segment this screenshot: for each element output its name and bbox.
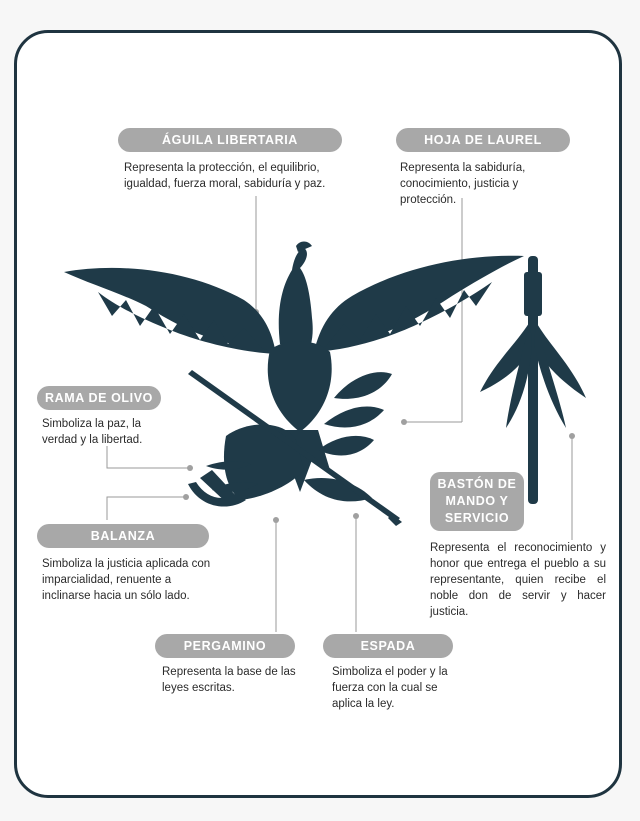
desc-pergamino: Representa la base de las leyes escritas. (162, 666, 296, 694)
label-espada: ESPADA (323, 634, 453, 658)
desc-balanza: Simboliza la justicia aplicada con imparcialidad, renuente a inclinarse hacia un sólo lado. (42, 558, 211, 602)
label-rama-de-olivo: RAMA DE OLIVO (37, 386, 161, 410)
desc-baston-de-mando: Representa el reconocimiento y honor que entrega el pueblo a su representante, quien recibe el noble don de servir y hacer justicia. (430, 542, 606, 618)
baton-icon (480, 256, 586, 504)
label-hoja-de-laurel: HOJA DE LAUREL (396, 128, 570, 152)
label-pergamino: PERGAMINO (155, 634, 295, 658)
desc-rama-de-olivo: Simboliza la paz, la verdad y la libertad. (42, 418, 143, 446)
desc-hoja-de-laurel: Representa la sabiduría, conocimiento, justicia y protección. (400, 162, 526, 206)
label-baston-de-mando: BASTÓN DE MANDO Y SERVICIO (430, 472, 524, 531)
label-aguila-libertaria: ÁGUILA LIBERTARIA (118, 128, 342, 152)
desc-aguila-libertaria: Representa la protección, el equilibrio, igualdad, fuerza moral, sabiduría y paz. (124, 162, 326, 190)
desc-espada: Simboliza el poder y la fuerza con la cual se aplica la ley. (332, 666, 448, 710)
label-balanza: BALANZA (37, 524, 209, 548)
